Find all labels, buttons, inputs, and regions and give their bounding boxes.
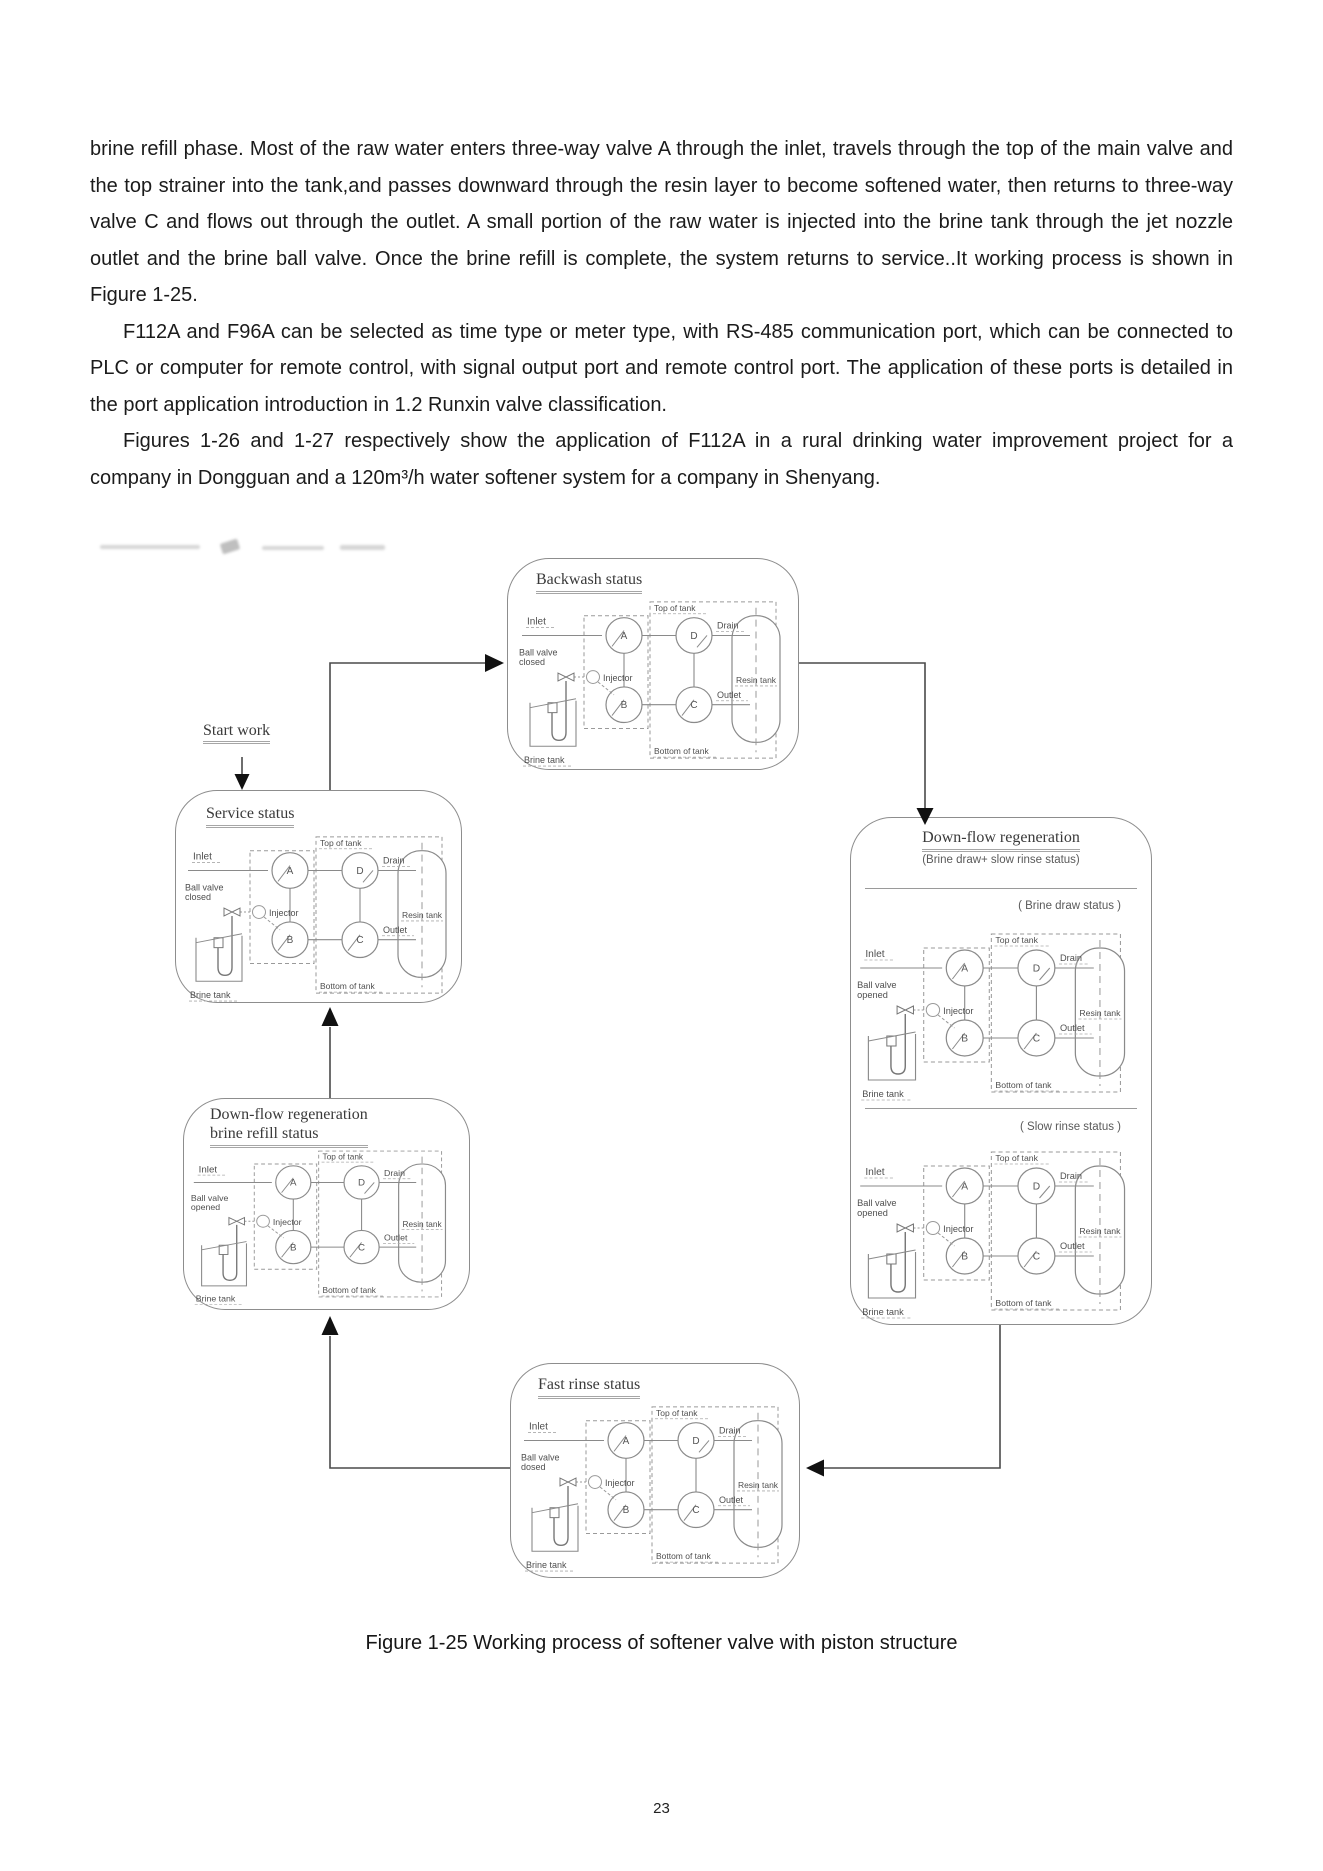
label-top-of-tank: Top of tank: [995, 1153, 1038, 1163]
fast-rinse-title: Fast rinse status: [538, 1376, 640, 1399]
smudge-mark: [340, 545, 385, 550]
valve-b-label: B: [620, 700, 628, 712]
label-ball-valve-state: opened: [857, 990, 888, 1000]
label-resin-tank: Resin tank: [1079, 1226, 1121, 1236]
injector-circle: [587, 671, 600, 684]
paragraph-2: F112A and F96A can be selected as time type or meter type, with RS-485 communication port, which can be connected to PLC or computer for remote control, with signal output port and remote control port. The application of these ports is detailed in the port application introduction in 1.2 Runxin valve classification.: [90, 320, 1233, 416]
smudge-mark: [220, 538, 241, 554]
injector-circle: [589, 1476, 602, 1489]
valve-c-label: C: [356, 935, 364, 947]
body-text: [90, 131, 1233, 496]
service-title: Service status: [206, 805, 294, 828]
valve-b-label: B: [961, 1251, 969, 1263]
arrowhead-right-icon: [485, 654, 504, 672]
label-brine-tank: Brine tank: [526, 1560, 567, 1571]
valve-a-label: A: [620, 631, 628, 642]
label-ball-valve: Ball valve: [857, 980, 897, 990]
injector-circle: [253, 906, 266, 919]
label-drain: Drain: [1059, 953, 1083, 963]
ball-valve-icon: [905, 1224, 913, 1232]
injector-to-b-link: [600, 1487, 616, 1500]
slow-rinse-diagram: [852, 1140, 1144, 1322]
arrowhead-left-icon: [806, 1460, 824, 1477]
valve-c-label: C: [690, 700, 698, 712]
label-outlet: Outlet: [719, 1494, 743, 1505]
downflow-subtitle: (Brine draw+ slow rinse status): [922, 854, 1080, 866]
label-brine-tank: Brine tank: [195, 1293, 236, 1304]
connector-backwash-to-downflow: [799, 663, 925, 808]
label-injector: Injector: [605, 1478, 635, 1488]
section-divider: [865, 1108, 1137, 1109]
page-number: 23: [653, 1800, 670, 1817]
paragraph-3: Figures 1-26 and 1-27 respectively show the application of F112A in a rural drinking water improvement project for a company in Dongguan and a 120m³/h water softener system for a company in Shenyang.: [90, 430, 1233, 489]
valve-c-label: C: [1032, 1033, 1041, 1045]
brine-refill-title-line1: Down-flow regeneration: [210, 1106, 368, 1123]
injector-to-b-link: [268, 1226, 284, 1238]
ball-valve-icon: [897, 1224, 905, 1232]
connector-fastrinse-to-brinerefill: [330, 1336, 510, 1468]
paragraph-1: brine refill phase. Most of the raw water enters three-way valve A through the inlet, travels through the top of the main valve and the top strainer into the tank,and passes downward through the resin layer to become softened water, then returns to three-way valve C and flows out through the outlet. A small portion of the raw water is injected into the brine tank through the jet nozzle outlet and the brine ball valve. Once the brine refill is complete, the system returns to service..It working process is shown in Figure 1-25.: [90, 138, 1233, 306]
label-drain: Drain: [717, 620, 739, 631]
label-inlet: Inlet: [865, 949, 885, 960]
service-diagram: [180, 825, 465, 1005]
label-inlet: Inlet: [527, 616, 546, 628]
label-ball-valve-state: opened: [190, 1202, 221, 1213]
label-resin-tank: Resin tank: [401, 910, 443, 920]
connector-service-to-backwash: [330, 663, 485, 790]
label-bottom-of-tank: Bottom of tank: [320, 981, 375, 992]
valve-d-label: D: [356, 866, 364, 877]
label-ball-valve: Ball valve: [519, 647, 558, 658]
label-inlet: Inlet: [865, 1167, 885, 1178]
valve-d-label: D: [1032, 963, 1041, 975]
label-outlet: Outlet: [1059, 1241, 1085, 1251]
ball-valve-icon: [560, 1478, 568, 1486]
label-bottom-of-tank: Bottom of tank: [995, 1298, 1052, 1308]
label-injector: Injector: [603, 673, 633, 683]
label-ball-valve: Ball valve: [521, 1452, 560, 1463]
label-brine-tank: Brine tank: [862, 1089, 904, 1099]
figure-caption: Figure 1-25 Working process of softener valve with piston structure: [365, 1632, 958, 1654]
label-top-of-tank: Top of tank: [995, 935, 1038, 945]
label-injector: Injector: [943, 1224, 974, 1234]
valve-c-label: C: [1032, 1251, 1041, 1263]
ball-valve-icon: [558, 673, 566, 681]
section-divider: [865, 888, 1137, 889]
label-resin-tank: Resin tank: [735, 675, 777, 685]
label-ball-valve: Ball valve: [857, 1198, 897, 1208]
label-bottom-of-tank: Bottom of tank: [322, 1286, 376, 1296]
brine-draw-diagram: [852, 922, 1144, 1104]
label-injector: Injector: [269, 908, 299, 918]
valve-b-label: B: [286, 935, 294, 947]
brine-draw-section-label: ( Brine draw status ): [1018, 900, 1121, 912]
label-injector: Injector: [943, 1006, 974, 1016]
valve-a-label: A: [961, 1181, 969, 1193]
brine-refill-title-line2: brine refill status: [210, 1124, 319, 1142]
valve-a-label: A: [622, 1436, 630, 1447]
arrowhead-down-icon: [235, 774, 250, 790]
ball-valve-icon: [229, 1218, 237, 1225]
label-resin-tank: Resin tank: [1079, 1008, 1121, 1018]
brine-refill-diagram: [186, 1140, 464, 1308]
ball-valve-icon: [224, 908, 232, 916]
label-ball-valve-state: closed: [185, 892, 211, 903]
label-top-of-tank: Top of tank: [656, 1407, 698, 1418]
label-resin-tank: Resin tank: [402, 1219, 442, 1229]
valve-a-label: A: [286, 866, 294, 877]
valve-d-label: D: [690, 631, 698, 642]
label-ball-valve: Ball valve: [190, 1193, 229, 1203]
label-outlet: Outlet: [1059, 1023, 1085, 1033]
label-drain: Drain: [1059, 1171, 1083, 1181]
label-ball-valve-state: closed: [519, 657, 545, 668]
arrowhead-up-icon: [322, 1007, 339, 1026]
label-injector: Injector: [272, 1217, 302, 1227]
label-ball-valve-state: dosed: [521, 1462, 546, 1473]
valve-d-label: D: [1032, 1181, 1041, 1193]
valve-b-label: B: [961, 1033, 969, 1045]
label-drain: Drain: [384, 1168, 405, 1178]
backwash-title: Backwash status: [536, 571, 642, 594]
label-drain: Drain: [719, 1425, 741, 1436]
ball-valve-icon: [897, 1006, 905, 1014]
label-resin-tank: Resin tank: [737, 1480, 779, 1490]
fast-rinse-diagram: [516, 1395, 801, 1575]
injector-to-b-link: [938, 1015, 954, 1028]
ball-valve-icon: [566, 673, 574, 681]
label-top-of-tank: Top of tank: [322, 1152, 364, 1162]
valve-c-label: C: [692, 1505, 700, 1517]
label-brine-tank: Brine tank: [190, 990, 231, 1001]
label-drain: Drain: [383, 855, 405, 866]
label-outlet: Outlet: [384, 1232, 408, 1243]
label-ball-valve-state: opened: [857, 1208, 888, 1218]
label-bottom-of-tank: Bottom of tank: [654, 746, 709, 757]
arrowhead-up-icon: [322, 1316, 339, 1335]
ball-valve-icon: [232, 908, 240, 916]
injector-to-b-link: [264, 917, 280, 930]
label-bottom-of-tank: Bottom of tank: [656, 1551, 711, 1562]
backwash-diagram: [514, 590, 799, 770]
downflow-title: Down-flow regeneration: [922, 829, 1080, 852]
ball-valve-icon: [568, 1478, 576, 1486]
smudge-mark: [262, 546, 324, 550]
label-brine-tank: Brine tank: [524, 755, 565, 766]
valve-c-label: C: [358, 1242, 366, 1254]
connector-downflow-to-fastrinse: [824, 1325, 1000, 1468]
valve-b-label: B: [622, 1505, 630, 1517]
valve-a-label: A: [290, 1177, 297, 1189]
label-inlet: Inlet: [529, 1421, 548, 1433]
ball-valve-icon: [237, 1218, 245, 1225]
label-outlet: Outlet: [383, 924, 407, 935]
label-brine-tank: Brine tank: [862, 1307, 904, 1317]
label-inlet: Inlet: [198, 1164, 218, 1176]
label-bottom-of-tank: Bottom of tank: [995, 1080, 1052, 1090]
slow-rinse-section-label: ( Slow rinse status ): [1020, 1121, 1121, 1133]
injector-to-b-link: [598, 682, 614, 695]
injector-circle: [926, 1222, 939, 1235]
valve-b-label: B: [290, 1242, 297, 1254]
ball-valve-icon: [905, 1006, 913, 1014]
valve-d-label: D: [692, 1436, 700, 1447]
label-ball-valve: Ball valve: [185, 882, 224, 893]
injector-circle: [926, 1004, 939, 1017]
valve-a-label: A: [961, 963, 969, 975]
smudge-mark: [100, 545, 200, 549]
label-inlet: Inlet: [193, 851, 212, 863]
label-top-of-tank: Top of tank: [654, 602, 696, 613]
injector-to-b-link: [938, 1233, 954, 1246]
injector-circle: [257, 1215, 270, 1227]
start-work-label: Start work: [203, 722, 270, 744]
label-outlet: Outlet: [717, 689, 741, 700]
valve-d-label: D: [358, 1177, 366, 1189]
label-top-of-tank: Top of tank: [320, 837, 362, 848]
